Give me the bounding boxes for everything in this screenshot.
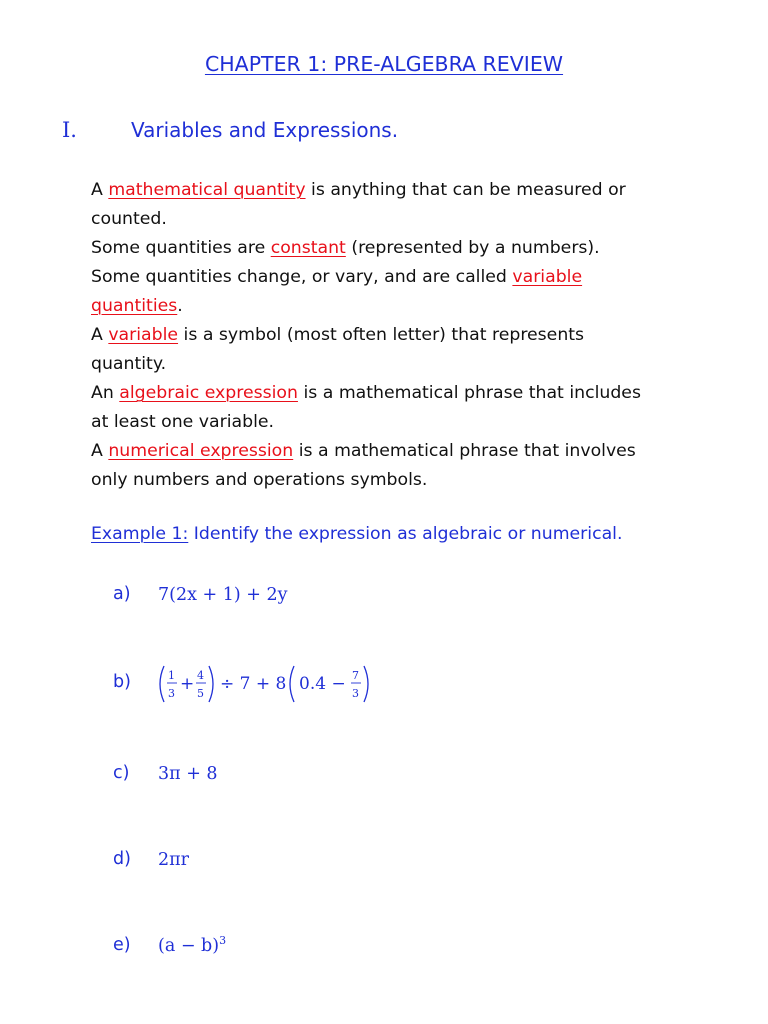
item-label-d: d) — [113, 849, 131, 869]
definition-line — [91, 176, 626, 205]
right-paren — [209, 666, 213, 702]
left-paren-2 — [290, 666, 294, 702]
item-expression-c: 3π + 8 — [158, 764, 218, 784]
definition-line — [91, 205, 167, 234]
term-constant: constant — [270, 238, 346, 258]
term-variable-2: variable — [108, 325, 179, 345]
expr-base: (a − b) — [158, 935, 220, 956]
item-label-a: a) — [113, 584, 131, 604]
item-label-e: e) — [113, 935, 131, 955]
text: only numbers and operations symbols. — [91, 470, 428, 490]
plus-sign: + — [180, 674, 195, 694]
frac3-num: 7 — [352, 669, 359, 682]
text: A — [91, 180, 109, 200]
right-paren-2 — [364, 666, 368, 702]
item-label-c: c) — [113, 763, 130, 783]
frac3-den: 3 — [352, 687, 359, 700]
definition-line — [91, 321, 584, 350]
frac1-den: 3 — [168, 687, 175, 700]
example-instruction: Identify the expression as algebraic or numerical. — [188, 524, 623, 544]
page-title: CHAPTER 1: PRE-ALGEBRA REVIEW — [204, 52, 564, 76]
frac1-num: 1 — [168, 669, 175, 682]
definition-line — [91, 408, 274, 437]
term-algebraic-expression: algebraic expression — [119, 383, 298, 403]
expr-exponent: 3 — [219, 934, 227, 947]
text: An — [91, 383, 120, 403]
text: (represented by a numbers). — [345, 238, 600, 258]
section-title: Variables and Expressions. — [131, 118, 399, 142]
text: at least one variable. — [91, 412, 275, 432]
text: quantity. — [91, 354, 167, 374]
text: Some quantities are — [91, 238, 271, 258]
term-quantities: quantities — [91, 296, 178, 316]
text: is anything that can be measured or — [305, 180, 626, 200]
example-label: Example 1: — [91, 524, 189, 544]
term-mathematical-quantity: mathematical quantity — [108, 180, 306, 200]
frac2-num: 4 — [197, 669, 204, 682]
text: is a mathematical phrase that involves — [293, 441, 636, 461]
decimal-text: 0.4 − — [299, 674, 346, 694]
item-expression-e — [158, 934, 226, 956]
text: A — [91, 441, 109, 461]
text: Some quantities change, or vary, and are called — [91, 267, 513, 287]
item-expression-d: 2πr — [158, 850, 190, 870]
item-expression-b — [156, 662, 386, 715]
term-variable: variable — [512, 267, 583, 287]
definition-line — [91, 234, 600, 263]
text: is a symbol (most often letter) that represents — [178, 325, 585, 345]
text: . — [177, 296, 183, 316]
term-numerical-expression: numerical expression — [108, 441, 294, 461]
item-expression-a: 7(2x + 1) + 2y — [158, 585, 288, 605]
example-heading — [91, 524, 622, 544]
text: counted. — [91, 209, 167, 229]
operators-text: ÷ 7 + 8 — [220, 674, 287, 694]
definition-line — [91, 263, 582, 292]
definition-line — [91, 350, 166, 379]
item-label-b: b) — [113, 672, 131, 692]
text: is a mathematical phrase that includes — [297, 383, 641, 403]
definition-line — [91, 292, 183, 321]
left-paren — [160, 666, 164, 702]
expression-b-svg — [156, 662, 386, 710]
definition-line — [91, 466, 427, 495]
definition-line — [91, 437, 636, 466]
section-number: I. — [62, 118, 77, 142]
text: A — [91, 325, 109, 345]
definition-line — [91, 379, 641, 408]
frac2-den: 5 — [197, 687, 204, 700]
